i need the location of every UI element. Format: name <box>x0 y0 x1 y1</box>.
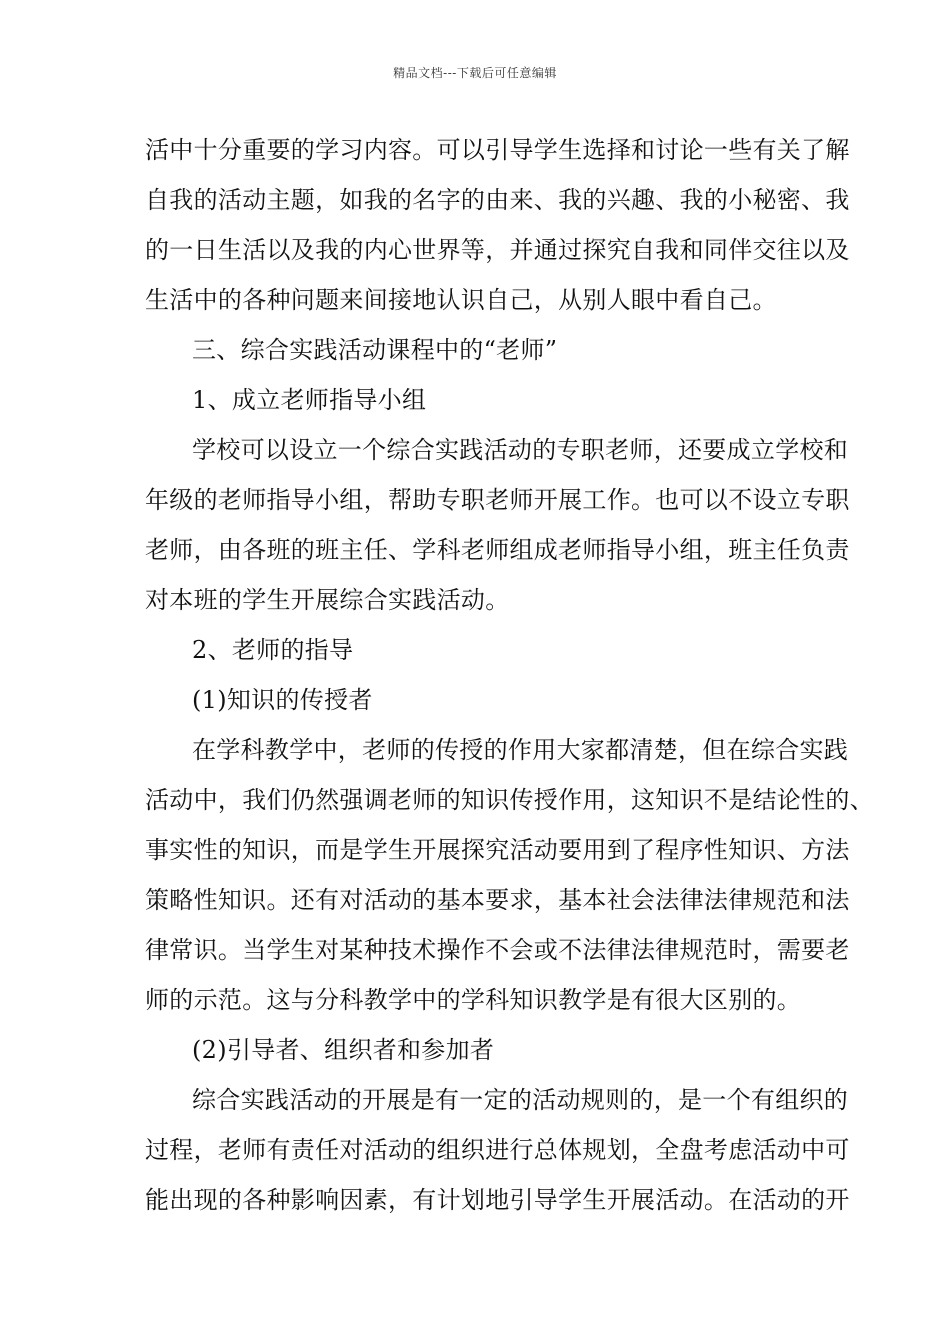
subsection-heading: 1、成立老师指导小组 <box>192 386 427 414</box>
text-line: 生活中的各种问题来间接地认识自己，从别人眼中看自己。 <box>145 286 777 314</box>
text-line: 律常识。当学生对某种技术操作不会或不法律法律规范时，需要老 <box>145 936 850 964</box>
text-line: 老师，由各班的班主任、学科老师组成老师指导小组，班主任负责 <box>145 536 850 564</box>
text-line: 学校可以设立一个综合实践活动的专职老师，还要成立学校和 <box>192 436 849 464</box>
item-heading: (1)知识的传授者 <box>192 686 373 714</box>
subsection-heading: 2、老师的指导 <box>192 636 354 664</box>
text-line: 能出现的各种影响因素，有计划地引导学生开展活动。在活动的开 <box>145 1186 850 1214</box>
text-line: 师的示范。这与分科教学中的学科知识教学是有很大区别的。 <box>145 986 802 1014</box>
text-line: 自我的活动主题，如我的名字的由来、我的兴趣、我的小秘密、我 <box>145 186 850 214</box>
text-line: 在学科教学中，老师的传授的作用大家都清楚，但在综合实践 <box>192 736 849 764</box>
text-line: 对本班的学生开展综合实践活动。 <box>145 586 510 614</box>
text-line: 的一日生活以及我的内心世界等，并通过探究自我和同伴交往以及 <box>145 236 850 264</box>
text-line: 事实性的知识，而是学生开展探究活动要用到了程序性知识、方法 <box>145 836 850 864</box>
section-heading: 三、综合实践活动课程中的“老师” <box>192 336 558 364</box>
item-heading: (2)引导者、组织者和参加者 <box>192 1036 495 1064</box>
text-line: 年级的老师指导小组，帮助专职老师开展工作。也可以不设立专职 <box>145 486 850 514</box>
text-line: 策略性知识。还有对活动的基本要求，基本社会法律法律规范和法 <box>145 886 850 914</box>
text-line: 活中十分重要的学习内容。可以引导学生选择和讨论一些有关了解 <box>145 136 850 164</box>
page-header: 精品文档---下载后可任意编辑 <box>393 66 557 80</box>
text-line: 过程，老师有责任对活动的组织进行总体规划，全盘考虑活动中可 <box>145 1136 850 1164</box>
text-line: 综合实践活动的开展是有一定的活动规则的，是一个有组织的 <box>192 1086 849 1114</box>
text-line: 活动中，我们仍然强调老师的知识传授作用，这知识不是结论性的、 <box>145 786 874 814</box>
